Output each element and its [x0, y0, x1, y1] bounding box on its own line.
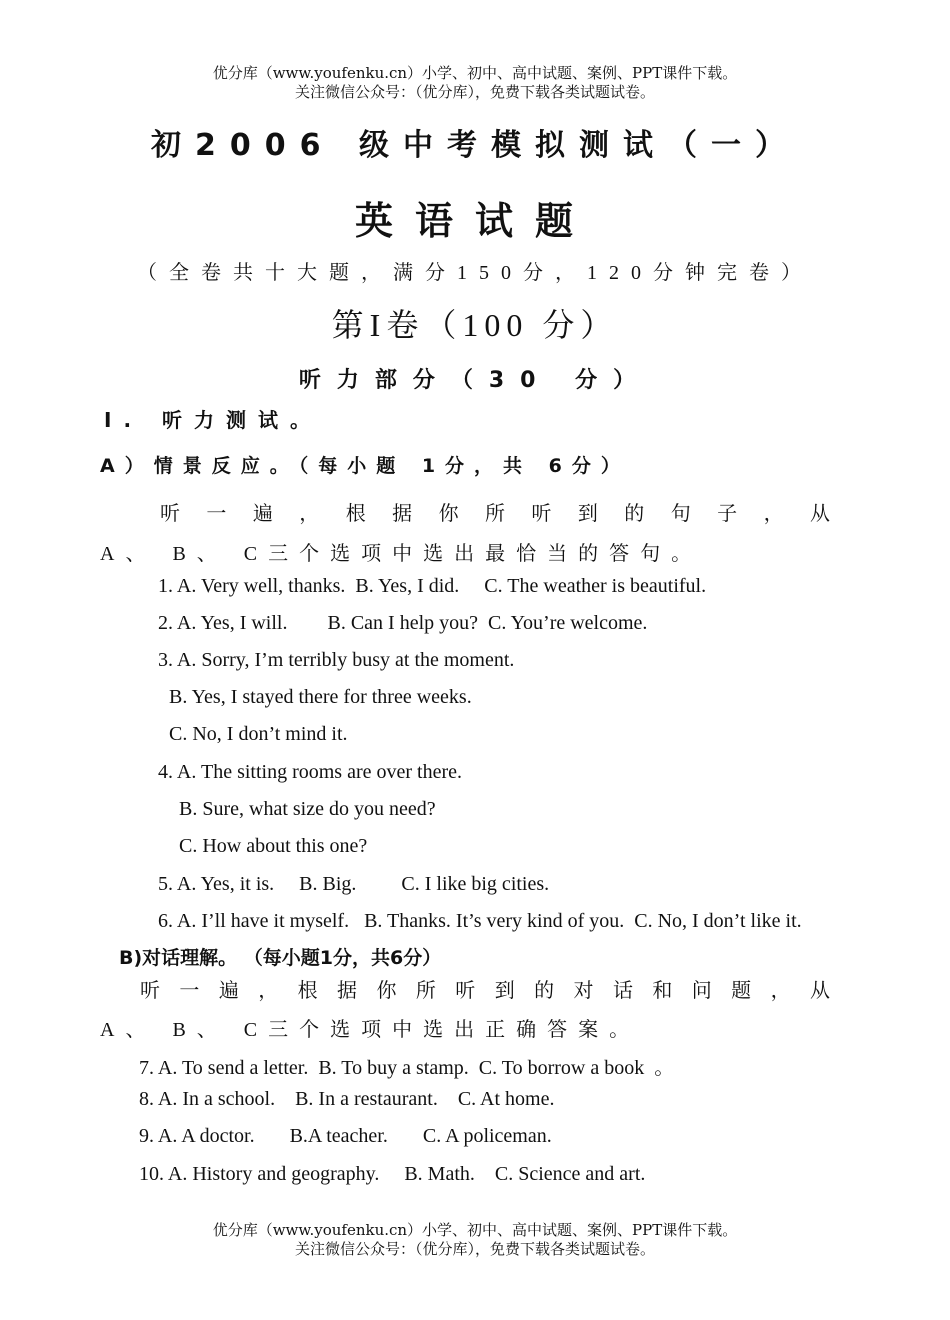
question-4-option-c: C. How about this one?	[179, 835, 368, 857]
part-b-instruction-2: A、 B、 C三个选项中选出正确答案。	[100, 1019, 641, 1041]
part-heading: Ⅰ. 听力测试。	[104, 408, 323, 432]
subject-title: 英语试题	[354, 199, 595, 243]
section-title: 听力部分（30 分）	[298, 368, 652, 393]
question-7: 7. A. To send a letter. B. To buy a stamp. C. To borrow a book 。	[139, 1057, 675, 1079]
part-b-heading: B)对话理解。 （每小题1分，共6分）	[119, 947, 442, 969]
question-10: 10. A. History and geography. B. Math. C. Science and art.	[139, 1163, 646, 1185]
part-a-instruction-2: A、 B、 C三个选项中选出最恰当的答句。	[100, 543, 703, 565]
footer-line-1: 优分库（www.youfenku.cn）小学、初中、高中试题、案例、PPT课件下载。	[212, 1221, 738, 1239]
question-4-option-b: B. Sure, what size do you need?	[179, 798, 436, 820]
question-3-option-b: B. Yes, I stayed there for three weeks.	[169, 686, 472, 708]
footer-line-2: 关注微信公众号：（优分库），免费下载各类试题试卷。	[294, 1240, 655, 1258]
question-5: 5. A. Yes, it is. B. Big. C. I like big cities.	[158, 873, 550, 895]
part-a-instruction-1: 听一遍，根据你所听到的句子，从	[160, 503, 832, 525]
part-a-heading: A）情景反应。（每小题 1分，共 6分）	[100, 455, 630, 477]
header-line-2: 关注微信公众号：（优分库），免费下载各类试题试卷。	[294, 83, 655, 101]
question-4: 4. A. The sitting rooms are over there.	[158, 761, 463, 783]
question-3-option-c: C. No, I don’t mind it.	[169, 723, 348, 745]
exam-title: 初2006 级中考模拟测试（一）	[151, 128, 799, 163]
question-6: 6. A. I’ll have it myself. B. Thanks. It’s very kind of you. C. No, I don’t like it.	[158, 910, 802, 932]
question-1: 1. A. Very well, thanks. B. Yes, I did. C. The weather is beautiful.	[158, 575, 707, 597]
header-line-1: 优分库（www.youfenku.cn）小学、初中、高中试题、案例、PPT课件下载。	[212, 64, 738, 82]
question-2: 2. A. Yes, I will. B. Can I help you? C. You’re welcome.	[158, 612, 648, 634]
exam-info: （全卷共十大题，满分150分，120分钟完卷）	[137, 262, 813, 284]
question-8: 8. A. In a school. B. In a restaurant. C. At home.	[139, 1088, 555, 1110]
part-b-instruction-1: 听一遍，根据你所听到的对话和问题，从	[140, 980, 832, 1002]
volume-title: 第I卷（100 分）	[331, 307, 619, 343]
question-9: 9. A. A doctor. B.A teacher. C. A policeman.	[139, 1125, 552, 1147]
question-3: 3. A. Sorry, I’m terribly busy at the moment.	[158, 649, 515, 671]
